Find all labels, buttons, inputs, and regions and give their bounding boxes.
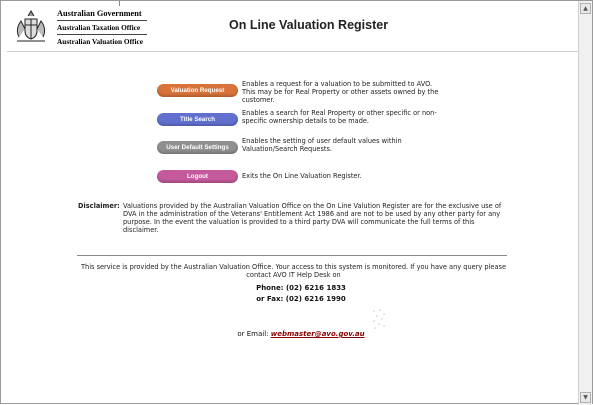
gov-line-3: Australian Valuation Office [57, 37, 143, 46]
valuation-request-description: Enables a request for a valuation to be submitted to AVO. This may be for Real Property or other assets owned by the customer. [242, 80, 439, 104]
user-default-settings-description: Enables the setting of user default values within Valuation/Search Requests. [242, 137, 402, 153]
email-line [201, 330, 401, 338]
coat-of-arms-icon [11, 7, 51, 47]
page-header [7, 5, 582, 51]
disclaimer-text: Valuations provided by the Australian Valuation Office on the On Line Valution Register are for the exclusive use of DVA in the administration of the Veterans' Entitlement Act 1986 and are not to be used by any other party for any purpose. In the event the valuation is provided to a third party DVA will communicate the full terms of this disclaimer. [123, 202, 502, 234]
header-divider [7, 51, 582, 52]
webmaster-email-link[interactable]: webmaster@avo.gov.au [270, 330, 365, 338]
logout-description: Exits the On Line Valuation Register. [242, 172, 362, 180]
logout-button[interactable]: Logout [157, 170, 238, 183]
valuation-request-button[interactable]: Valuation Request [157, 84, 238, 97]
phone-number: Phone: (02) 6216 1833 [256, 284, 346, 292]
title-search-description: Enables a search for Real Property or other specific or non-specific ownership details to be made. [242, 109, 437, 125]
decorative-dots-icon [371, 308, 387, 330]
footer-divider [77, 255, 507, 256]
user-default-settings-button[interactable]: User Default Settings [157, 141, 238, 154]
service-notice: This service is provided by the Australian Valuation Office. Your access to this system is monitored. If you have any query please contact AVO IT Help Desk on [81, 263, 507, 279]
scroll-down-icon[interactable]: ▼ [580, 392, 591, 403]
gov-line-1: Australian Government [57, 9, 147, 21]
gov-line-2: Australian Taxation Office [57, 23, 147, 35]
title-search-button[interactable]: Title Search [157, 113, 238, 126]
disclaimer-label: Disclaimer: [78, 202, 120, 210]
scroll-up-icon[interactable]: ▲ [580, 3, 591, 14]
government-logo [57, 9, 147, 50]
fax-number: or Fax: (02) 6216 1990 [256, 295, 346, 303]
email-prefix: or Email: [237, 330, 269, 338]
vertical-scrollbar[interactable] [578, 1, 592, 405]
page-title: On Line Valuation Register [229, 18, 389, 32]
